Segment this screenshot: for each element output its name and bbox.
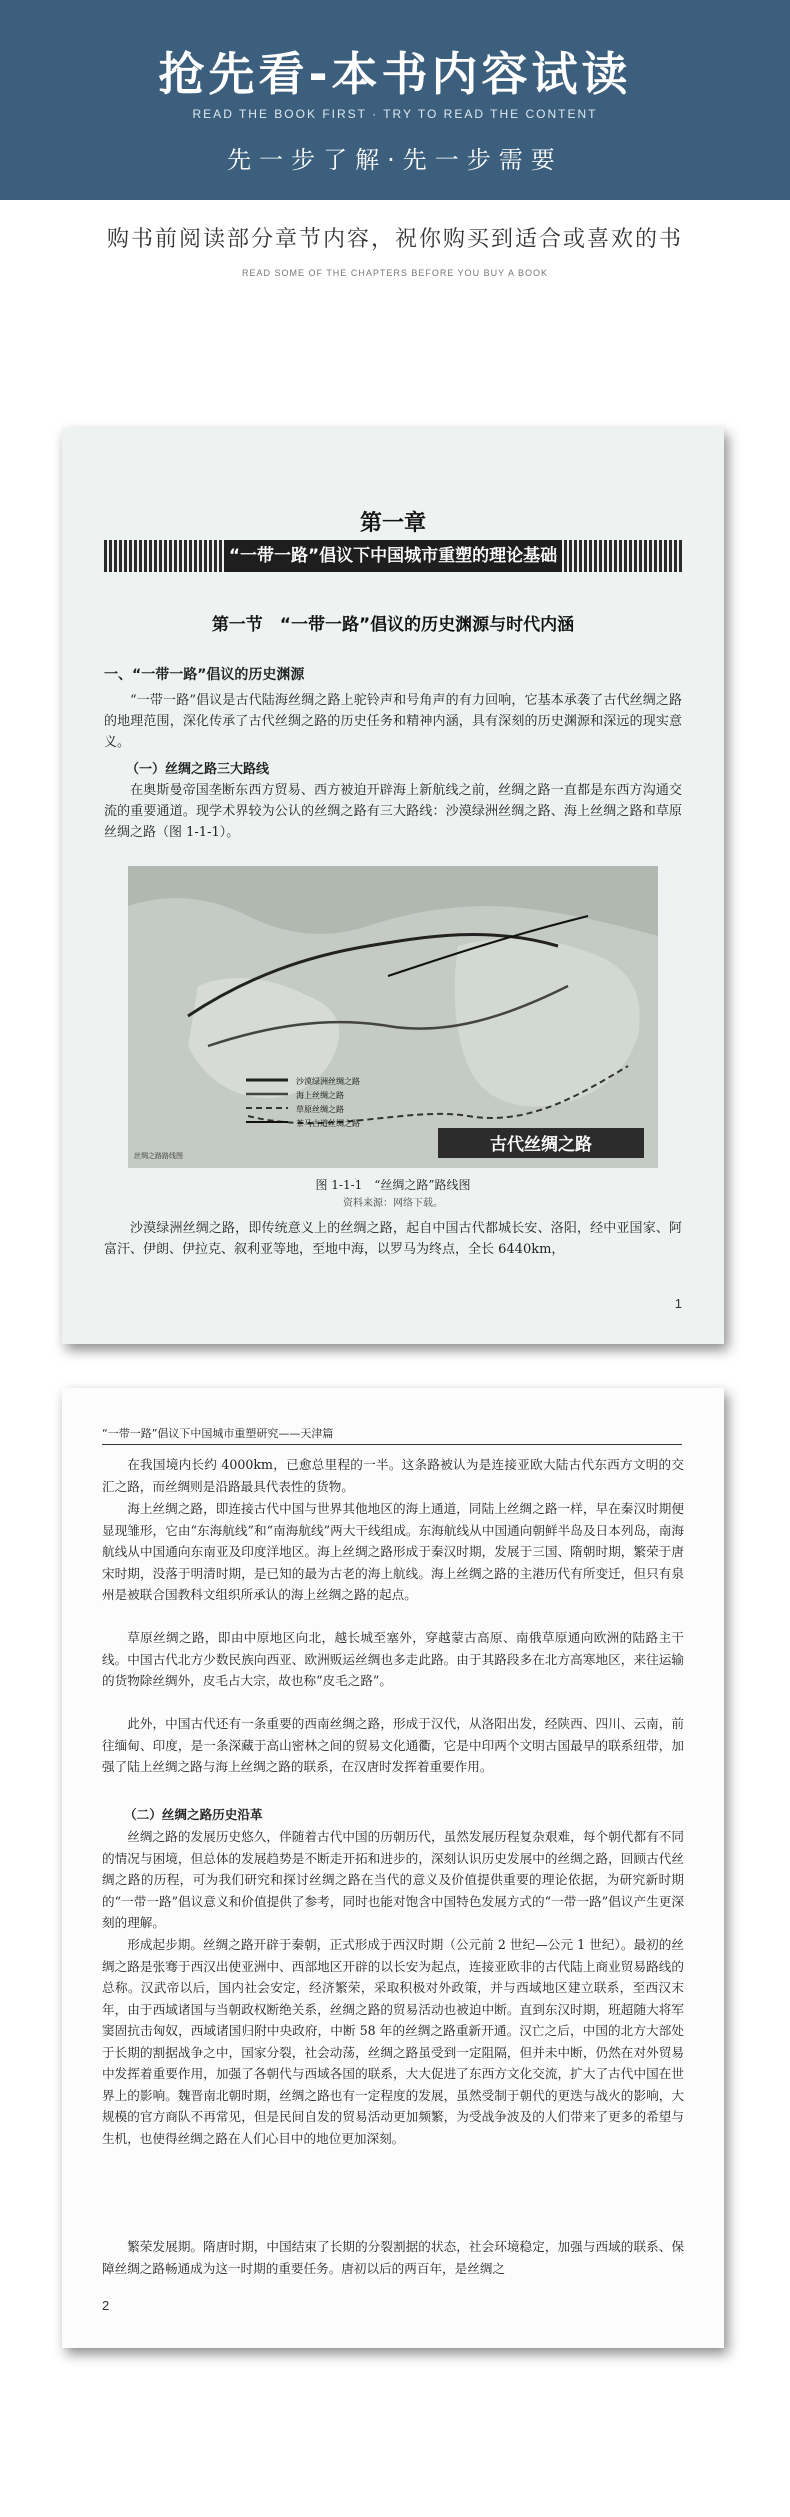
paragraph: 形成起步期。丝绸之路开辟于秦朝，正式形成于西汉时期（公元前 2 世纪—公元 1 世纪）。最初的丝绸之路是张骞于西汉出使亚洲中、西部地区开辟的以长安为起点，连接亚欧非的古代陆上商业贸易路线的总称。汉武帝以后，国内社会安定，经济繁荣，采取积极对外政策，并与西域地区建立联系，至西汉末年，由于西域诸国与当朝政权断绝关系，丝绸之路的贸易活动也被迫中断。直到东汉时期，班超随大将军窦固抗击匈奴，西域诸国归附中央政府，中断 58 年的丝绸之路重新开通。汉亡之后，中国的北方大部处于长期的割据战争之中，国家分裂，社会动荡，丝绸之路虽受到一定阻隔，但并未中断，仍然在对外贸易中发挥着重要作用，加强了各朝代与西域各国的联系，大大促进了东西方文化交流，扩大了古代中国在世界上的影响。魏晋南北朝时期，丝绸之路也有一定程度的发展，虽然受制于朝代的更迭与战火的影响，大规模的官方商队不再常见，但是民间自发的贸易活动更加频繁，为受战争波及的人们带来了更多的希望与生机，也使得丝绸之路在人们心目中的地位更加深刻。 <box>102 1937 684 2146</box>
book-page-2 <box>62 1388 724 2348</box>
heading-level-1: 一、“一带一路”倡议的历史渊源 <box>104 667 305 683</box>
silk-road-map <box>128 866 658 1168</box>
legend-entry: 茶马古道丝绸之路 <box>296 1119 360 1128</box>
chapter-title: “一带一路”倡议下中国城市重塑的理论基础 <box>224 540 562 572</box>
heading-level-2: （二）丝绸之路历史沿革 <box>124 1807 263 1822</box>
page-number: 1 <box>674 1296 682 1311</box>
page-number: 2 <box>102 2298 110 2313</box>
top-banner <box>0 0 790 200</box>
paragraph: 海上丝绸之路，即连接古代中国与世界其他地区的海上通道，同陆上丝绸之路一样，早在秦汉时期便显现雏形，它由“东海航线”和“南海航线”两大干线组成。东海航线从中国通向朝鲜半岛及日本列岛，南海航线从中国通向东南亚及印度洋地区。海上丝绸之路形成于秦汉时期，发展于三国、隋朝时期，繁荣于唐宋时期，没落于明清时期，是已知的最为古老的海上航线。海上丝绸之路的主港历代有所变迁，但只有泉州是被联合国教科文组织所承认的海上丝绸之路的起点。 <box>102 1501 684 1602</box>
header-rule <box>102 1444 682 1445</box>
paragraph: 繁荣发展期。隋唐时期，中国结束了长期的分裂割据的状态，社会环境稳定，加强与西域的联系、保障丝绸之路畅通成为这一时期的重要任务。唐初以后的两百年，是丝绸之 <box>102 2239 684 2276</box>
chapter-title-bar <box>104 540 682 572</box>
book-page-1 <box>62 428 724 1344</box>
paragraph: 丝绸之路的发展历史悠久，伴随着古代中国的历朝历代，虽然发展历程复杂艰难，每个朝代都有不同的情况与困境，但总体的发展趋势是不断走开拓和进步的，深刻认识历史发展中的丝绸之路，回顾古代丝绸之路的历程，可为我们研究和探讨丝绸之路在当代的意义及价值提供重要的理论依据，为研究新时期的“一带一路”倡议意义和价值提供了参考，同时也能对饱含中国特色发展方式的“一带一路”倡议产生更深刻的理解。 <box>102 1829 684 1930</box>
legend-entry: 草原丝绸之路 <box>296 1105 344 1114</box>
section-title: 第一节 “一带一路”倡议的历史渊源与时代内涵 <box>211 615 575 635</box>
paragraph: 草原丝绸之路，即由中原地区向北，越长城至塞外，穿越蒙古高原、南俄草原通向欧洲的陆路主干线。中国古代北方少数民族向西亚、欧洲贩运丝绸也多走此路。由于其路段多在北方高寒地区，来往运输的货物除丝绸外，皮毛占大宗，故也称“皮毛之路”。 <box>102 1630 684 1688</box>
heading-level-2: （一）丝绸之路三大路线 <box>126 762 270 777</box>
legend-entry: 沙漠绿洲丝绸之路 <box>296 1077 360 1086</box>
figure-caption: 图 1-1-1 “丝绸之路”路线图 <box>315 1178 471 1192</box>
paragraph: 此外，中国古代还有一条重要的西南丝绸之路，形成于汉代，从洛阳出发，经陕西、四川、云南，前往缅甸、印度，是一条深藏于高山密林之间的贸易文化通衢，它是中印两个文明古国最早的联系纽带，加强了陆上丝绸之路与海上丝绸之路的联系，在汉唐时发挥着重要作用。 <box>102 1716 684 1774</box>
figure-source: 资料来源：网络下载。 <box>343 1198 443 1209</box>
intro-text: 购书前阅读部分章节内容，祝你购买到适合或喜欢的书 <box>106 227 683 252</box>
paragraph: 在我国境内长约 4000km，已愈总里程的一半。这条路被认为是连接亚欧大陆古代东西方文明的交汇之路，而丝绸则是沿路最具代表性的货物。 <box>102 1457 684 1494</box>
intro-subtext: READ SOME OF THE CHAPTERS BEFORE YOU BUY A BOOK <box>241 268 549 278</box>
paragraph: 沙漠绿洲丝绸之路，即传统意义上的丝绸之路，起自中国古代都城长安、洛阳，经中亚国家、阿富汗、伊朗、伊拉克、叙利亚等地，至地中海，以罗马为终点，全长 6440km， <box>104 1221 682 1257</box>
banner-title: 抢先看-本书内容试读 <box>158 47 632 101</box>
banner-subtitle: READ THE BOOK FIRST · TRY TO READ THE CONTENT <box>192 107 598 121</box>
legend-entry: 海上丝绸之路 <box>296 1091 344 1100</box>
chapter-label: 第一章 <box>359 510 426 536</box>
banner-slogan: 先一步了解·先一步需要 <box>227 146 563 174</box>
map-stamp-title: 古代丝绸之路 <box>490 1135 592 1155</box>
map-graphic <box>128 866 658 1168</box>
map-corner-label: 丝绸之路路线图 <box>134 1152 183 1160</box>
running-header: “一带一路”倡议下中国城市重塑研究——天津篇 <box>102 1427 334 1440</box>
paragraph: “一带一路”倡议是古代陆海丝绸之路上驼铃声和号角声的有力回响，它基本承袭了古代丝绸之路的地理范围，深化传承了古代丝绸之路的历史任务和精神内涵，具有深刻的历史渊源和深远的现实意义。 <box>104 693 682 750</box>
paragraph: 在奥斯曼帝国垄断东西方贸易、西方被迫开辟海上新航线之前，丝绸之路一直都是东西方沟通交流的重要通道。现学术界较为公认的丝绸之路有三大路线：沙漠绿洲丝绸之路、海上丝绸之路和草原丝绸之路（图 1-1-1）。 <box>104 783 682 840</box>
